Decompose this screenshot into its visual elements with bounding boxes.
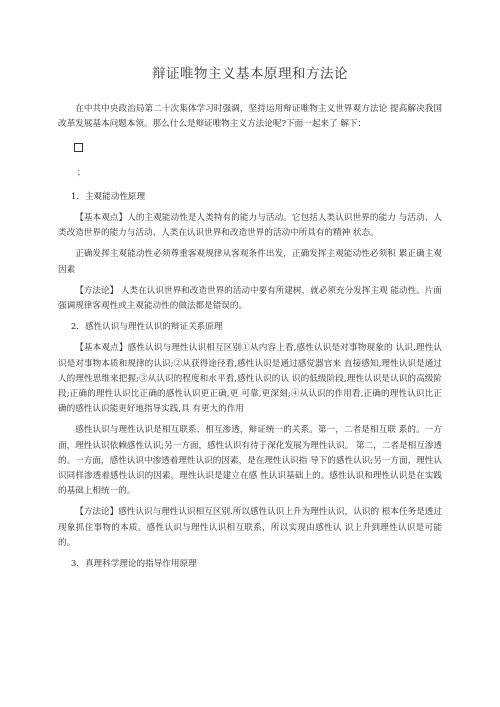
section-2-body: 感性认识与理性认识是相互联系、相互渗透，辩证统一的关系。第一，二者是相互联 系的。一方面，理性认识依赖感性认识;另一方面，感性认识有待于深化发展为理性认识。 第二，二者是相互渗透的。一方面，感性认识中渗透着理性认识的因素，是在理性认识指 导下的感性认识;另一方面，理性认识同样渗透着感性认识的因素，理性认识是建立在感 性认识基础上的。感性认识和理性认识是在实践的基础上相统一的。 [58,425,442,497]
checkbox-line [58,141,442,156]
checkbox-icon [74,143,83,152]
section-2-methodology: 【方法论】感性认识与理性认识相互区别.所以感性认识上升为理性认识，认识的 根本任务是透过现象抓住事物的本质。感性认识与理性认识相互联系，所以实现由感性认 识上升到理性认识是可能的。 [58,507,442,548]
section-2-basic-view: 【基本观点】感性认识与理性认识相互区别①从内容上看,感性认识是对事物现象的 认识,理性认识是对事物本质和规律的认识;②从获得途径看,感性认识是通过感觉器官来 直接感知,理性认识是通过人的理性思维来把握;③从认识的程度和水平看,感性认识的认 识的低级阶段,理性认识是认识的高级阶段;正确的理性认识比正确的感性认识更正确,更 可靠,更深刻;④从认识的作用看,正确的理性认识比正确的感性认识能更好地指导实践,具 有更大的作用 [58,343,442,415]
section-1-basic-view: 【基本观点】人的主观能动性是人类特有的能力与活动。它包括人类认识世界的能力 与活动、人类改造世界的能力与活动、人类在认识世界和改造世界的活动中所具有的精神 状态。 [58,213,442,239]
section-2-heading: 2．感性认识与理性认识的辩证关系原理 [70,322,223,333]
section-1-methodology: 【方法论】 人类在认识世界和改造世界的活动中要有所建树，就必须充分发挥主观 能动性。片面强调规律客观性或主观能动性的做法都是错误的。 [58,285,442,312]
section-1-body: 正确发挥主观能动性必须尊重客观规律从客观条件出发，正确发挥主观能动性必须积 累正确主观因素 [58,249,442,275]
page-title: 辩证唯物主义基本原理和方法论 [152,66,348,82]
section-1-heading: 1．主观能动性原理 [70,191,146,202]
semicolon-line: ； [76,167,86,178]
section-3-heading: 3．真理科学理论的指导作用原理 [70,559,197,570]
intro-paragraph: 在中共中央政治局第二十次集体学习时强调，坚持运用辩证唯物主义世界观方法论 提高解决我国改革发展基本问题本领。那么什么是辩证唯物主义方法论呢?下面一起来了 解下： [58,104,442,130]
